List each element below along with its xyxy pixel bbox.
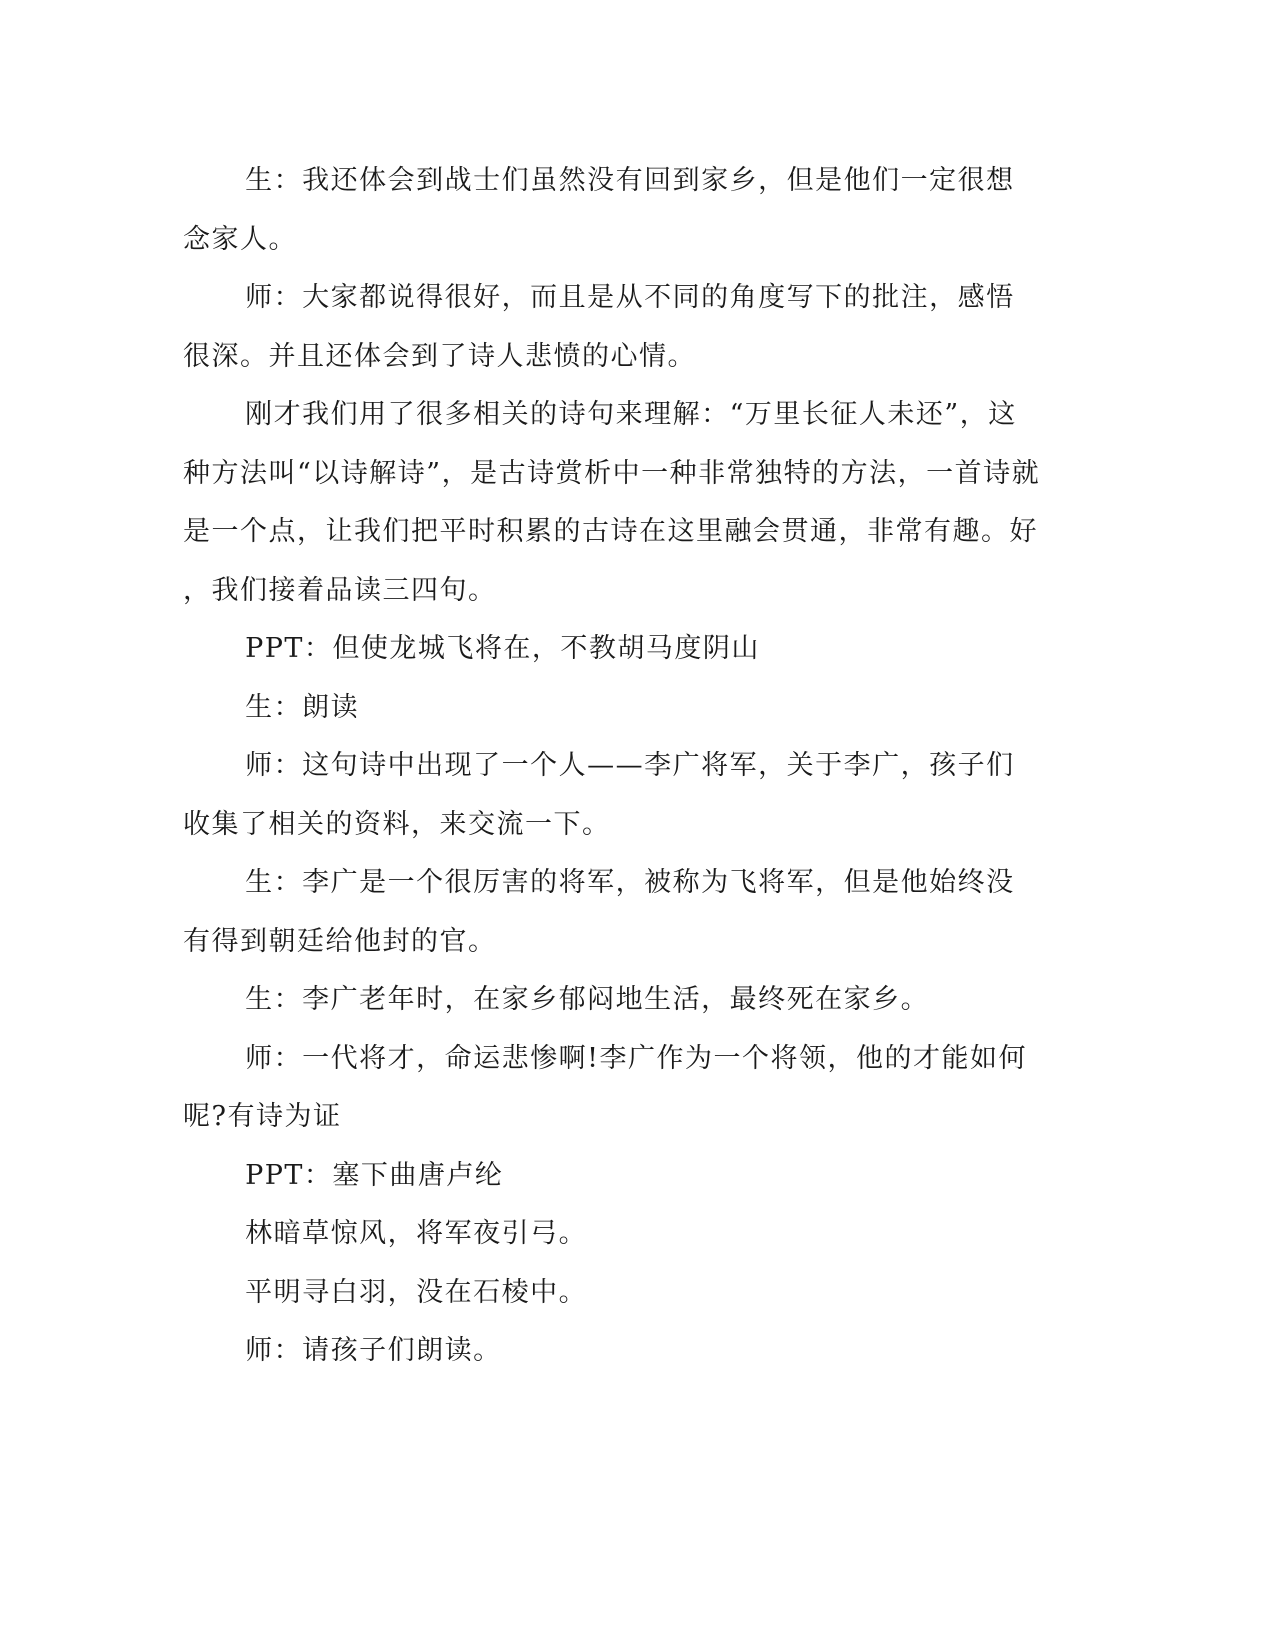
paragraph-poem-method: 刚才我们用了很多相关的诗句来理解：“万里长征人未还”，这种方法叫“以诗解诗”，是古诗赏析中一种非常独特的方法，一首诗就是一个点，让我们把平时积累的古诗在这里融会贯通，非常有趣。好，我们接着品读三四句。 — [183, 399, 1041, 606]
paragraph-student-homesick: 生：我还体会到战士们虽然没有回到家乡，但是他们一定很想念家人。 — [183, 165, 1015, 255]
poem-line-2: 平明寻白羽，没在石棱中。 — [245, 1276, 588, 1308]
paragraph-ppt-poem-line: PPT：但使龙城飞将在，不教胡马度阴山 — [245, 633, 760, 664]
paragraph-student-li-guang-general: 生：李广是一个很厉害的将军，被称为飞将军，但是他始终没有得到朝廷给他封的官。 — [183, 867, 1015, 957]
paragraph-ppt-poem-title: PPT：塞下曲唐卢纶 — [245, 1159, 504, 1191]
paragraph-teacher-li-guang: 师：这句诗中出现了一个人——李广将军，关于李广，孩子们收集了相关的资料，来交流一下。 — [183, 750, 1015, 840]
paragraph-teacher-talent: 师：一代将才，命运悲惨啊!李广作为一个将领，他的才能如何呢?有诗为证 — [183, 1042, 1027, 1132]
poem-line-1: 林暗草惊风，将军夜引弓。 — [245, 1218, 588, 1249]
paragraph-student-read: 生：朗读 — [245, 691, 360, 723]
paragraph-teacher-read-request: 师：请孩子们朗读。 — [245, 1335, 502, 1366]
paragraph-teacher-praise: 师：大家都说得很好，而且是从不同的角度写下的批注，感悟很深。并且还体会到了诗人悲愤的心情。 — [183, 282, 1015, 372]
paragraph-student-li-guang-old-age: 生：李广老年时，在家乡郁闷地生活，最终死在家乡。 — [245, 984, 930, 1015]
document-body — [183, 152, 1043, 1381]
